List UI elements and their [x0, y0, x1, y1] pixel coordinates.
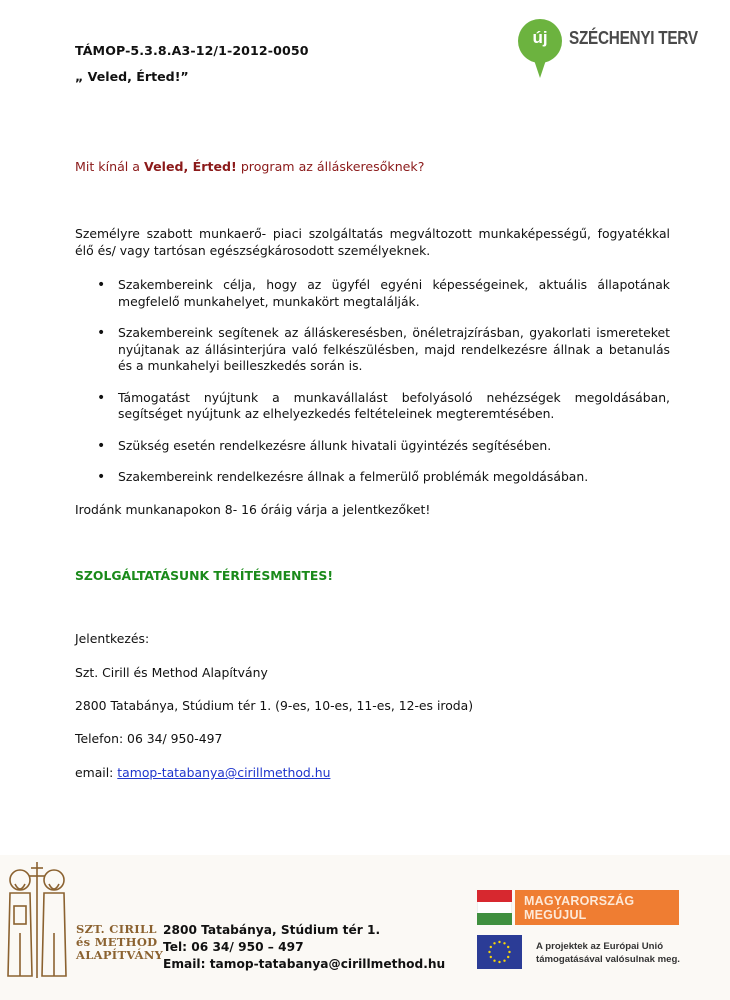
- services-list: [75, 277, 670, 501]
- cirill-logo-text: [76, 923, 163, 962]
- contact-address: 2800 Tatabánya, Stúdium tér 1. (9-es, 10-es, 11-es, 12-es iroda): [75, 698, 474, 713]
- section-question: [75, 159, 424, 174]
- question-suffix: program az álláskeresőknek?: [236, 159, 425, 174]
- office-hours: Irodánk munkanapokon 8- 16 óráig várja a jelentkezőket!: [75, 502, 431, 517]
- list-item: • Szakembereink rendelkezésre állnak a felmerülő problémák megoldásában.: [75, 469, 670, 486]
- eu-text-line1: A projektek az Európai Unió: [536, 941, 664, 952]
- contact-organization: Szt. Cirill és Method Alapítvány: [75, 665, 268, 680]
- contact-email-line: [75, 765, 330, 780]
- email-label: email:: [75, 765, 118, 780]
- cirill-logo-line2: és METHOD: [76, 935, 158, 949]
- hungarian-flag-icon: [477, 890, 512, 925]
- project-name: „ Veled, Érted!”: [75, 69, 189, 84]
- list-item: • Szakembereink segítenek az álláskeresésben, önéletrajzírásban, gyakorlati ismereteket nyújtanak az állásinterjúra való felkészülésben, majd rendelkezésre állnak a betanulás és a munkahelyi beilleszkedés során is.: [75, 325, 670, 375]
- intro-paragraph: Személyre szabott munkaerő- piaci szolgáltatás megváltozott munkaképességű, fogyatékkal élő és/ vagy tartósan egészségkárosodott személyeknek.: [75, 226, 670, 258]
- list-item: • Szükség esetén rendelkezésre állunk hivatali ügyintézés segítésében.: [75, 438, 670, 455]
- footer-phone: Tel: 06 34/ 950 – 497: [163, 940, 304, 954]
- szechenyi-brand-text: SZÉCHENYI TERV: [569, 28, 698, 48]
- cirill-method-logo: [2, 858, 164, 988]
- footer-address: 2800 Tatabánya, Stúdium tér 1.: [163, 923, 381, 937]
- footer-email: Email: tamop-tatabanya@cirillmethod.hu: [163, 957, 446, 971]
- eu-flag-icon: [477, 935, 522, 969]
- list-item: • Támogatást nyújtunk a munkavállalást befolyásoló nehézségek megoldásában, segítséget nyújtunk az elhelyezkedés feltételeinek megteremtésében.: [75, 390, 670, 423]
- list-item: • Szakembereink célja, hogy az ügyfél egyéni képességeinek, aktuális állapotának megfelelő munkahelyet, munkakört megtalálják.: [75, 277, 670, 310]
- question-program-name: Veled, Érted!: [144, 159, 237, 174]
- project-id: TÁMOP-5.3.8.A3-12/1-2012-0050: [75, 43, 309, 58]
- free-service-notice: SZOLGÁLTATÁSUNK TÉRÍTÉSMENTES!: [75, 568, 333, 583]
- magyarorszag-megujul-banner: [477, 890, 679, 925]
- cirill-logo-line3: ALAPÍTVÁNY: [76, 948, 164, 962]
- szechenyi-terv-logo: [513, 14, 718, 84]
- cirill-logo-line1: SZT. CIRILL: [76, 922, 157, 936]
- eu-support-text: [536, 940, 680, 966]
- pin-text: új: [532, 28, 548, 47]
- mm-banner-text: MAGYARORSZÁG MEGÚJUL: [515, 890, 679, 925]
- eu-stars-icon: [477, 935, 522, 969]
- question-prefix: Mit kínál a: [75, 159, 145, 174]
- eu-text-line2: támogatásával valósulnak meg.: [536, 954, 680, 965]
- saints-cirill-method-icon: [2, 858, 82, 988]
- contact-label: Jelentkezés:: [75, 631, 150, 646]
- footer-contact: [163, 922, 445, 973]
- email-link[interactable]: tamop-tatabanya@cirillmethod.hu: [117, 765, 331, 780]
- contact-phone: Telefon: 06 34/ 950-497: [75, 731, 223, 746]
